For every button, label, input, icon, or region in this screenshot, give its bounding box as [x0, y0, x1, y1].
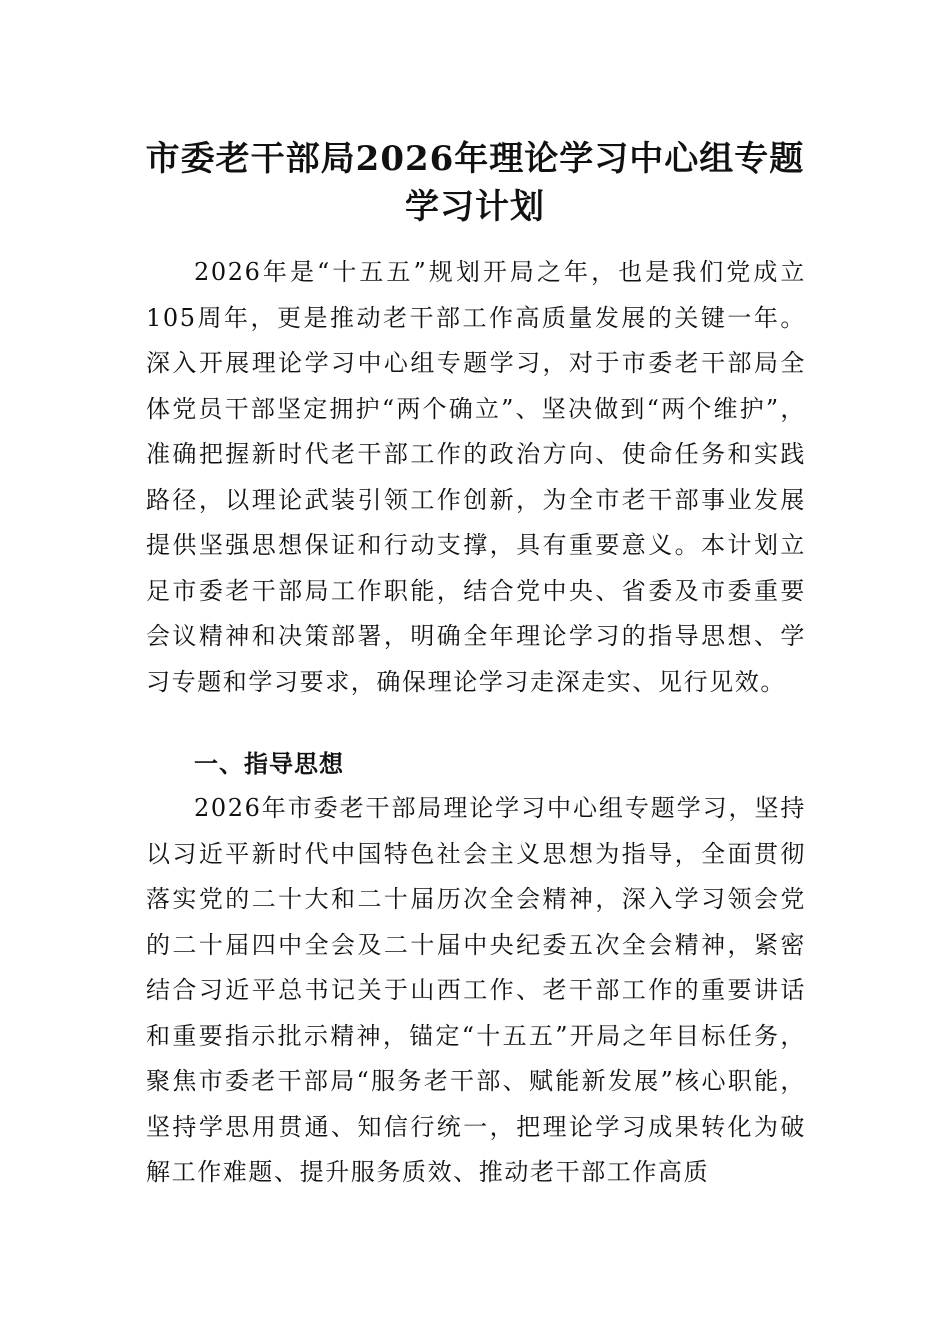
- document-title: [120, 135, 830, 231]
- intro-paragraph: 2026年是“十五五”规划开局之年，也是我们党成立105周年，更是推动老干部工作高质量发展的关键一年。深入开展理论学习中心组专题学习，对于市委老干部局全体党员干部坚定拥护“两个确立”、坚决做到“两个维护”，准确把握新时代老干部工作的政治方向、使命任务和实践路径，以理论武装引领工作创新，为全市老干部事业发展提供坚强思想保证和行动支撑，具有重要意义。本计划立足市委老干部局工作职能，结合党中央、省委及市委重要会议精神和决策部署，明确全年理论学习的指导思想、学习专题和学习要求，确保理论学习走深走实、见行见效。: [146, 258, 806, 696]
- title-line-1: 市委老干部局2026年理论学习中心组专题: [145, 138, 805, 179]
- section-heading-guiding-ideology: 一、指导思想: [194, 750, 344, 778]
- title-line-2: 学习计划: [405, 186, 545, 227]
- guiding-ideology-paragraph: 2026年市委老干部局理论学习中心组专题学习，坚持以习近平新时代中国特色社会主义思想为指导，全面贯彻落实党的二十大和二十届历次全会精神，深入学习领会党的二十届四中全会及二十届中央纪委五次全会精神，紧密结合习近平总书记关于山西工作、老干部工作的重要讲话和重要指示批示精神，锚定“十五五”开局之年目标任务，聚焦市委老干部局“服务老干部、赋能新发展”核心职能，坚持学思用贯通、知信行统一，把理论学习成果转化为破解工作难题、提升服务质效、推动老干部工作高质: [146, 794, 806, 1186]
